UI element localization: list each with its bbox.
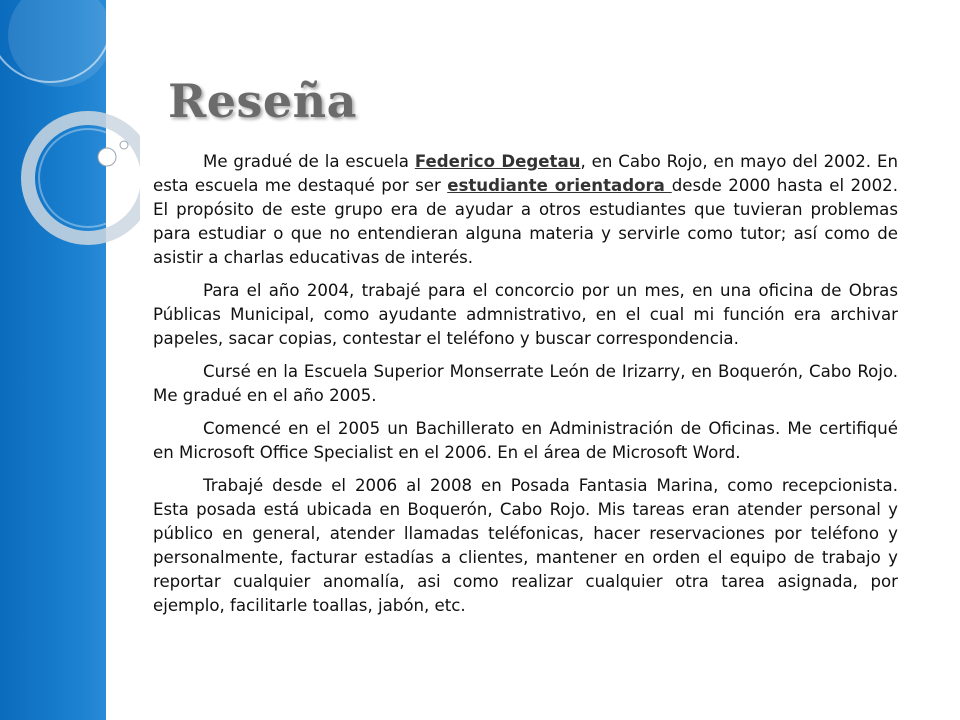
text-segment: Me gradué de la escuela bbox=[203, 152, 415, 171]
ring-circle bbox=[28, 118, 140, 238]
paragraph-education bbox=[153, 150, 898, 270]
paragraph-high-school: Cursé en la Escuela Superior Monserrate León de Irizarry, en Boquerón, Cabo Rojo. Me gradué en el año 2005. bbox=[153, 362, 898, 405]
slide-body bbox=[153, 150, 898, 627]
small-dot-circle bbox=[98, 148, 116, 166]
slide-title: Reseña bbox=[168, 74, 357, 128]
tiny-dot-circle bbox=[120, 141, 128, 149]
paragraph-work-2004: Para el año 2004, trabajé para el concorcio por un mes, en una oficina de Obras Públicas Municipal, como ayudante admnistrativo, en el cual mi función era archivar papeles, sacar copias, contestar el teléfono y buscar correspondencia. bbox=[153, 281, 898, 348]
school-link[interactable]: Federico Degetau bbox=[414, 152, 581, 171]
paragraph-bachelor: Comencé en el 2005 un Bachillerato en Administración de Oficinas. Me certifiqué en Microsoft Office Specialist en el 2006. En el área de Microsoft Word. bbox=[153, 419, 898, 462]
faint-circle bbox=[8, 0, 112, 87]
role-link[interactable]: estudiante orientadora bbox=[447, 176, 672, 195]
text-segment: desde 2000 hasta el 2002. El propósito de este grupo era de ayudar a otros estudiantes que tuvieran problemas para estudiar o que no entendieran alguna materia y servirle como tutor; así como de asistir a charlas educativas de interés. bbox=[153, 176, 898, 267]
decorative-circles bbox=[0, 0, 140, 260]
paragraph-work-2006: Trabajé desde el 2006 al 2008 en Posada Fantasia Marina, como recepcionista. Esta posada está ubicada en Boquerón, Cabo Rojo. Mis tareas eran atender personal y público en general, atender llamadas teléfonicas, hacer reservaciones por teléfono y personalmente, facturar estadías a clientes, mantener en orden el equipo de trabajo y reportar cualquier anomalía, asi como realizar cualquier otra tarea asignada, por ejemplo, facilitarle toallas, jabón, etc. bbox=[153, 476, 898, 615]
text-segment: , en Cabo Rojo, en mayo del 2002. En esta escuela me destaqué por ser bbox=[153, 152, 898, 195]
